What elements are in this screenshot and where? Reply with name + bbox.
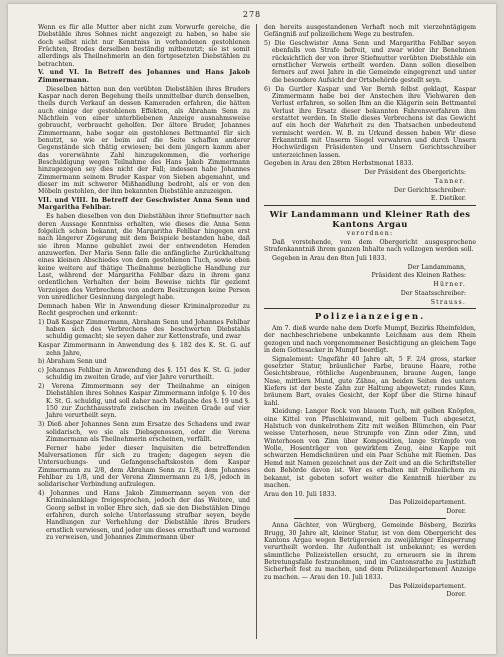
newspaper-page [8, 4, 496, 654]
verdict-paragraph: Wenn es für alle Mutter aber nicht zum Vorwurfe gereiche, die Diebstähle ihres Sohnes nicht angezeigt zu haben, so habe sie doch selbst nicht nur Kenntniss in vorhandenen gestohlenen Früchten, Brodes derselben beständig mitbenutzt; sie ist somit allerdings als Theilnehmerin an den fortgesetzten Diebstählen zu betrachten. [38, 24, 250, 68]
police-paragraph: Anna Gächter, von Würgberg, Gemeinde Bösberg, Bezirks Brugg, 30 Jahre alt, kleiner Statur, ist von dem Obergericht des Kantons Argau wegen Betrügereien zu zweijähriger Einsperrung verurtheilt worden. Ihr Aufenthalt ist unbekannt; es werden sämmtliche Polizeistellen ersucht, zu erneuern sie in ihrem Betretungsfalle festzunehmen, und im Cantonsrathe zu Justizhaft Sicherheit fest zu machen, und dem Polizeidepartement Anzeige zu machen. — Arau den 10. Juli 1833. [264, 522, 476, 581]
section-rule [264, 205, 476, 206]
right-column [264, 24, 476, 600]
police-notices-title: Polizeianzeigen. [314, 311, 426, 322]
verdict-conclusion [264, 24, 476, 203]
decree-block [264, 209, 476, 306]
section-rule [264, 308, 476, 309]
verdict-paragraph: 4) Johannes und Hans Jakob Zimmermann seyen von der Kriminalanklage freigesprochen, jedoch der das Weitere, und Georg selbst in voller Ehre sich, daß sie den Diebstählen Dinge erfahren, durch solche Unterlassung strafbar seyen, beyde Handlungen zur Verhehlung der Diebstähle ihres Bruders ernstlich verwiesen, und jeder um dieses ernsthaft und warnend zu verweisen, und Johannes Zimmermann über [38, 490, 250, 542]
left-column [38, 24, 250, 543]
verdict-paragraph: Tanner. [434, 177, 466, 185]
decree-sig-2: Präsident des Kleinen Rathes: [371, 272, 466, 280]
verdict-paragraph: Kaspar Zimmermann in Anwendung des §. 182 des K. St. G. auf zehn Jahre, [38, 342, 250, 357]
decree-sig-5: Strauss. [430, 298, 466, 306]
verdict-paragraph: Der Präsident des Obergerichts: [364, 169, 466, 177]
notice-separator [294, 518, 446, 519]
verdict-paragraph: Ferner habe jeder dieser Inquisiten die betreffenden Malversationen für sich zu tragen; dagegen seyen die Untersuchungs- und Gefangenschaftskosten dem Kaspar Zimmermann zu 2/8, dem Abraham Senn zu 1/8, dem Johannes Fehlbar zu 1/8, und der Verena Zimmermann zu 1/8, jedoch in solidarischer Verbindung aufzulegen. [38, 444, 250, 489]
verdict-paragraph: 5) Die Geschwister Anna Senn und Margaritha Fehlbar seyen ebenfalls von Strafe befreit, und zwar wider ihr Benehmen rücksichtlich der von ihrer Stiefmutter verübten Diebstähle ein ernstlicher Verweis ertheilt werden. Dann sollen dieselben ferners auf zwei Jahre in die Gemeinde eingegrenzt und unter die besondere Aufsicht der Ortsbehörde gestellt seyn. [264, 40, 476, 84]
page-number: 278 [242, 10, 262, 19]
decree-sig-4: Der Staatsschreiber: [400, 289, 466, 297]
police-paragraph: Am 7. dieß wurde nahe dem Dorfe Mumpf, Bezirks Rheinfelden, der nachbeschriebene unbekannte Leichnam aus dem Rhein gezogen und nach vorgenommener Besichtigung an gleichem Tage in dem Gottesacker in Mumpf beerdigt. [264, 324, 476, 354]
verdict-paragraph: Es haben dieselben von den Diebstählen ihrer Stiefmutter nach deren Aussage Kenntniss erhalten, wie dieses die Anna Senn folgelich schon bekannt, die Margaritha Fehlbar hingegen erst nach längerer Zögerung mit dem Beispiele bestanden habe, daß sie ihren Manne gebuhlet zwei der entwendeten Hemden anzuwerfen. Der Maria Senn falle die anfängliche Zurückhaltung eines kleinen Abschiedes von dem gestohlenen Tuch, sowie eben keine weitere auf thätige Theilnahme bezügliche Handlung zur Last, während der Margaritha Fehlbar dazu in ihrem ganz ordentlichen Verhalten der beim Beweise nichts für geziemt Verzeigen des Verbrechens von andern Besitzungen keine Person von unredlicher Gesinnung dargelegt habe. [38, 213, 250, 301]
verdict-paragraph: 1) Daß Kaspar Zimmermann, Abraham Senn und Johannes Fehlbar haben sich des Verbrechens des beschwerten Diebstahls schuldig gemacht; sie seyen daher zur Kettenstrafe, und zwar [38, 318, 250, 341]
police-paragraph: Dorer. [446, 591, 466, 599]
verdict-paragraph: 6) Da Gurtler Kaspar und Ver Bernh felbst geklagt, Kaspar Zimmermann habe bei der Anstechen ihre Viehwaren den Verlust erfahren, so sollen Ihm an die Klägerin sein Bettmantel Verlust ihre Ersatz dieser bekannten Fahrensverfahren ihm erstattet werden. In Stelle dieses Verbrechens ist das Gewicht auf ein hoch der Wahrheit zu den Thatsachen unbedeutend vermischt werden. W. B. zu Urkund dessen haben Wir diese Erkanntniß mit Unserm Siegel verwahren und durch Unsern Hochwürdigen Präsidenten und Unsern Gerichtsschreiber unterzeichnen lassen. [264, 85, 476, 159]
decree-body: Daß vorstehende, von dem Obergericht ausgesprochene Strafenkanntniß ihrem ganzen Inhalte nach vollzogen werden soll. [264, 238, 476, 254]
police-notice-1 [264, 325, 476, 516]
verdict-paragraph: den hereits ausgestandenen Verhaft noch mit vierzehntägigem Gefängniß auf polizeilichem Wege zu bestrafen. [264, 24, 476, 39]
police-paragraph: Signalement: Ungefähr 40 Jahre alt, 5 F. 2/4 gross, starker gesetzter Statur, bräunlicher Farbe, braune Haare, rothe Gesichtsbraue, röthliche Augenbraunen, braune Augen, lange Nase, mittlern Mund, gute Zähne, an beiden Seiten des untern Kiefers ist der beste Zahn zur Haltung abgewetzt; rundes Kinn, bräunem Bart, ovales Gesicht, der Kopf über die Stirne hinauf kahl. [264, 355, 476, 407]
decree-title: Wir Landammann und Kleiner Rath des Kantons Argau [269, 208, 471, 229]
police-paragraph: Kleidung: Langer Rock von blauem Tuch, mit gelben Knöpfen, eine Kittel von Pfuschleinwand, mit gelbem Tuch abgesetzt, Halstuch von dunkelrothem Zitz mit weißen Blümchen, ein Paar weisse Unterhosen, neue Strumpfe von Zinn oder Zinn, und Winterhosen von Zinn über Komposition, lange Strümpfe von Wolle, Hosenträger von gewirktem Zeug, eine Kappe mit schwarzen Hemdschnüren und ein Paar Schuhe mit Riemen. Das Hemd mit Namen gezeichnet aus der Zeit und an die Schriftsteller den Behörde davon ist. Wer es erhalten mit Polizeilichem zu bekannt, ist gebeten sofort weiter die Kenntniß hierüber zu machen. [264, 408, 476, 489]
verdict-paragraph: 3) Dieß aber Johannes Senn zum Ersatze des Schadens und zwar solidarisch, wo sie als Diebsgenossen, oder die Verena Zimmermann als Theilnehmerin erscheinen, verfällt. [38, 421, 250, 443]
verdict-paragraph: VII. und VIII. In Betreff der Geschwister Anna Senn und Margaritha Fehlbar. [38, 197, 250, 212]
verdict-paragraph: Gegeben in Arau den 28ten Herbstmonat 1833. [264, 160, 414, 168]
verdict-paragraph: Demnach haben Wir in Anwendung dieser Kriminalprozedur zu Recht gesprochen und erkennt: [38, 302, 250, 318]
verdict-paragraph: E. Dietiker. [430, 195, 466, 203]
decree-sig-1: Der Landammann, [407, 263, 466, 271]
verdict-paragraph: Der Gerichtsschreiber: [393, 186, 466, 194]
column-divider [256, 24, 257, 639]
verdict-paragraph: Dieselben hätten nun den verübten Diebstählen ihres Bruders Kaspar nach deren Begehung theils unmittelbar durch denselben, theils durch Verkauf an dessen Kameraden erfahren, die hätten auch einige der gestohlenen Effekten, als Abraham Senn zu Nächtlein von einer unterbliebenen Anzeige ausnahmsweise gebraucht, verbraucht geholfen. Der ältere Bruder, Johannes Zimmermann, habe sogar ein gestohlenes Bettmantel für sich benutzt, so wie er beim auf die Seite schaffen anderer Gegenstände sich thätig erwiesen; bei dem jüngern kamm aber das vorerwähnte Zahl hinzugekommen, die vorherige Beschuldigung wegen Teilnahme des Hans Jakob Zimmermann hinzugezogen sey dies nicht der Fall; indessen habe Johannes Zimmermann seinem Bruder Kaspar von Sieben abgemahnt, und dieser im mit schwerer Mißhandlung bedroht, als er von den Möbeln gestohlen, der ihm bekannten Diebstähle anzuzeigen. [38, 85, 250, 196]
verdict-paragraph: 2) Verena Zimmermann sey der Theilnahme an einigen Diebstählen ihres Sohnes Kaspar Zimmermann infolge §. 10 des K. St. G. schuldig, und soll daher nach Maßgabe des §. 19 und §. 150 zur Zuchthausstrafe zwischen im zweiten Grade auf vier Jahre verurtheilt seyn. [38, 383, 250, 420]
verdict-paragraph: V. und VI. In Betreff des Johannes und Hans Jakob Zimmermann. [38, 69, 250, 84]
decree-sig-3: Hürner. [433, 281, 466, 289]
verdict-paragraph: b) Abraham Senn und [38, 358, 107, 366]
decree-given: Gegeben in Arau den 8ten Juli 1833. [272, 254, 387, 262]
police-paragraph: Das Polizeidepartement. [389, 499, 466, 507]
verdict-paragraph: c) Johannes Fehlbar in Anwendung des §. 151 des K. St. G. jeder schuldig im zweiten Grade, auf vier Jahre verurtheilt. [38, 366, 250, 382]
police-paragraph: Dorer. [446, 508, 466, 516]
decree-verb: verordnen: [346, 230, 394, 238]
police-notice-2 [264, 522, 476, 598]
police-paragraph: Das Polizeidepartement. [389, 582, 466, 590]
police-paragraph: Arau den 10. Juli 1833. [264, 490, 337, 498]
